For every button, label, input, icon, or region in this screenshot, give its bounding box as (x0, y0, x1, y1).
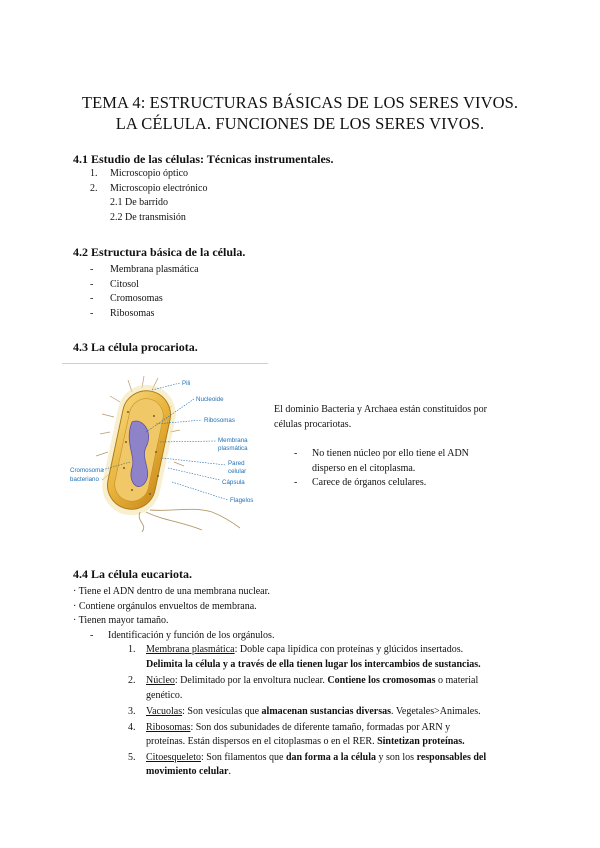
organelle-text: : Doble capa lipídica con proteínas y glúcidos insertados. (234, 644, 464, 655)
organelle-item-5 (128, 751, 528, 780)
label-pili: Pili (182, 380, 191, 387)
title-line-2: LA CÉLULA. FUNCIONES DE LOS SERES VIVOS. (115, 114, 485, 133)
feature-line: · Tiene el ADN dentro de una membrana nuclear. (73, 586, 270, 597)
feature-line: · Tienen mayor tamaño. (73, 615, 169, 626)
bullet: - (90, 307, 94, 319)
organelle-bold: Contiene los cromosomas (327, 675, 436, 686)
label-ribosomas: Ribosomas (204, 417, 235, 424)
list-text: disperso en el citoplasma. (312, 462, 416, 474)
organelle-bold: movimiento celular (146, 766, 229, 777)
page-title (0, 92, 600, 134)
list-number: 5. (128, 751, 136, 763)
list-item (294, 476, 524, 491)
organelle-text: . (228, 766, 231, 777)
organelle-item-3 (128, 705, 528, 720)
bullet-list (90, 263, 199, 321)
list-item (294, 447, 524, 462)
organelle-bold: responsables del (416, 751, 487, 763)
prokaryote-description (274, 403, 534, 432)
list-text: Microscopio óptico (110, 168, 189, 179)
organelle-bold: Delimita la célula y a través de ella tienen lugar los intercambios de sustancias. (146, 658, 481, 670)
organelle-bold: almacenan sustancias diversas (261, 706, 391, 717)
list-text: No tienen núcleo por ello tiene el ADN (312, 448, 469, 459)
section-heading-4-2: 4.2 Estructura básica de la célula. (73, 245, 246, 259)
organelle-text: : Son vesículas que (182, 706, 262, 717)
list-item (73, 629, 274, 644)
list-number: 2. (90, 182, 98, 194)
label-cromosoma-2: bacteriano (70, 476, 99, 483)
bullet: - (294, 477, 298, 488)
sub-item: 2.2 De transmisión (110, 211, 186, 223)
list-item (90, 307, 199, 322)
section-heading-4-3: 4.3 La célula procariota. (73, 340, 198, 354)
prokaryote-bullets (294, 447, 524, 491)
list-item (90, 292, 199, 307)
numbered-list (90, 167, 207, 225)
list-item (90, 278, 199, 293)
list-number: 2. (128, 675, 136, 686)
organelle-text: o material (435, 675, 479, 686)
bullet: - (90, 629, 94, 641)
list-number: 4. (128, 721, 136, 733)
organelle-name: Citoesqueleto (146, 751, 201, 763)
list-text: Citosol (110, 278, 139, 290)
divider (62, 363, 268, 364)
organelle-item-2 (128, 674, 528, 703)
organelle-text: proteínas. Están dispersos en el citoplasmas o en el RER. (146, 736, 378, 747)
label-membrana-2: plasmática (218, 445, 248, 452)
organelle-item-4 (128, 721, 528, 750)
list-text: Carece de órganos celulares. (312, 477, 427, 488)
list-text: Microscopio electrónico (110, 182, 208, 194)
section-heading-4-1: 4.1 Estudio de las células: Técnicas instrumentales. (73, 152, 334, 166)
paragraph-line: células procariotas. (274, 418, 352, 430)
eukaryote-features (73, 585, 274, 643)
bullet: - (90, 278, 94, 290)
flagellum (146, 512, 202, 530)
organelle-name: Membrana plasmática (146, 644, 235, 655)
sub-item: 2.1 De barrido (110, 197, 169, 208)
paragraph-line: El dominio Bacteria y Archaea están constituidos por (274, 404, 487, 415)
organelle-name: Núcleo (146, 675, 175, 686)
list-item (90, 167, 207, 182)
bullet: - (294, 448, 298, 459)
organelle-text: : Son dos subunidades de diferente tamaño, formadas por ARN y (190, 721, 451, 733)
list-text: Membrana plasmática (110, 264, 199, 275)
organelle-text: : Delimitado por la envoltura nuclear. (174, 675, 328, 686)
list-number: 1. (128, 644, 136, 655)
bullet: - (90, 264, 94, 275)
label-flagelos: Flagelos (230, 497, 254, 504)
list-item (90, 263, 199, 278)
organelle-item-1 (128, 643, 528, 672)
bullet: - (90, 293, 94, 304)
organelle-text: : Son filamentos que (201, 751, 286, 763)
prokaryote-cell-figure (62, 372, 272, 532)
organelle-text: genético. (146, 689, 183, 701)
label-pared-1: Pared (228, 460, 245, 467)
organelle-bold: Sintetizan proteínas. (377, 736, 465, 747)
label-nucleoide: Nucleoide (196, 396, 224, 403)
organelle-list (128, 643, 528, 780)
organelle-text: y son los (376, 751, 417, 763)
list-text: Identificación y función de los orgánulos. (108, 629, 275, 641)
list-text: Ribosomas (110, 307, 155, 319)
organelle-text: . Vegetales>Animales. (391, 706, 481, 717)
organelle-name: Vacuolas (146, 706, 183, 717)
organelle-name: Ribosomas (146, 721, 191, 733)
title-line-1: TEMA 4: ESTRUCTURAS BÁSICAS DE LOS SERES VIVOS. (81, 93, 519, 112)
label-capsula: Cápsula (222, 479, 245, 486)
section-heading-4-4: 4.4 La célula eucariota. (73, 567, 192, 581)
label-pared-2: celular (228, 468, 247, 475)
label-cromosoma-1: Cromosoma (70, 467, 104, 474)
label-membrana-1: Membrana (218, 437, 248, 444)
list-number: 3. (128, 706, 136, 717)
list-number: 1. (90, 168, 98, 179)
feature-line: · Contiene orgánulos envueltos de membrana. (73, 600, 257, 612)
flagellum (139, 512, 144, 532)
organelle-bold: dan forma a la célula (286, 751, 376, 763)
list-text: Cromosomas (110, 293, 163, 304)
list-item (90, 182, 207, 197)
